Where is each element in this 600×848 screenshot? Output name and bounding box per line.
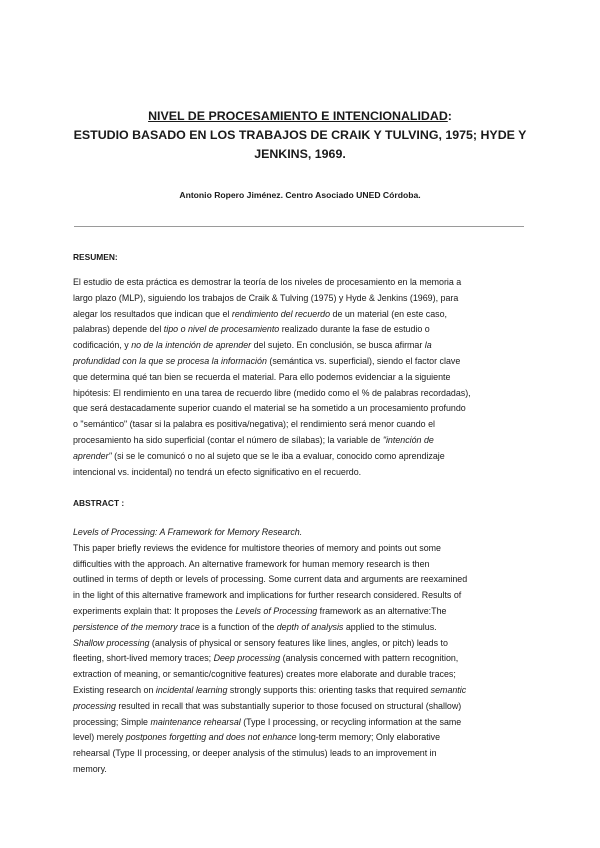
text-run: extraction of meaning, or semantic/cognitive features) creates more elaborate and durable traces; xyxy=(73,669,456,680)
italic-run: tipo o nivel de procesamiento xyxy=(163,324,280,335)
text-run: fleeting, short-lived memory traces; xyxy=(73,653,214,664)
text-run: largo plazo (MLP), siguiendo los trabajos de Craik & Tulving (1975) y Hyde & Jenkins (1969), para xyxy=(73,292,459,303)
text-run: El estudio de esta práctica es demostrar la teoría de los niveles de procesamiento en la memoria a xyxy=(73,277,462,287)
text-run: long-term memory; Only elaborative xyxy=(296,732,441,743)
text-run: (analysis concerned with pattern recognition, xyxy=(280,653,459,664)
text-line xyxy=(73,338,533,354)
italic-run: aprender" xyxy=(73,450,112,461)
text-line xyxy=(73,557,533,573)
text-run: (analysis of physical or sensory features like lines, angles, or pitch) leads to xyxy=(149,637,448,648)
text-line xyxy=(73,683,533,699)
text-line xyxy=(73,588,533,604)
text-line xyxy=(73,746,533,762)
text-run: del sujeto. En conclusión, se busca afirmar xyxy=(251,340,425,351)
text-run: de un material (en este caso, xyxy=(330,308,447,319)
italic-run: Levels of Processing: A Framework for Memory Research. xyxy=(73,527,303,537)
text-run: (si se le comunicó o no al sujeto que se le iba a evaluar, conocido como aprendizaje xyxy=(111,450,445,461)
text-run: o "semántico" (tasar si la palabra es positiva/negativa); el rendimiento será menor cuando el xyxy=(73,419,435,430)
text-run: intencional vs. incidental) no tendrá un efecto significativo en el recuerdo. xyxy=(73,466,362,477)
resumen-body xyxy=(73,275,533,480)
text-run: This paper briefly reviews the evidence for multistore theories of memory and points out some xyxy=(73,542,441,553)
text-line xyxy=(73,465,533,481)
text-line xyxy=(73,715,533,731)
title-line-3: JENKINS, 1969. xyxy=(254,147,346,161)
text-line xyxy=(73,370,533,386)
text-run: que será destacadamente superior cuando el material se ha sometido a un procesamiento profundo xyxy=(73,403,466,414)
text-run: level) merely xyxy=(73,732,126,743)
italic-run: Levels of Processing xyxy=(235,605,318,616)
text-line xyxy=(73,699,533,715)
text-run: outlined in terms of depth or levels of processing. Some current data and arguments are reexamined xyxy=(73,574,468,585)
text-line xyxy=(73,307,533,323)
text-run: resulted in recall that was substantially superior to those focused on structural (shallow) xyxy=(115,700,462,711)
italic-run: "intención de xyxy=(382,434,434,445)
text-line xyxy=(73,572,533,588)
text-run: rehearsal (Type II processing, or deeper analysis of the stimulus) leads to an improvement in xyxy=(73,748,437,759)
italic-run: incidental learning xyxy=(155,684,228,695)
text-run: applied to the stimulus. xyxy=(343,621,437,632)
italic-run: profundidad con la que se procesa la información xyxy=(73,355,267,366)
text-line xyxy=(73,354,533,370)
italic-run: postpones forgetting and does not enhance xyxy=(125,732,297,743)
text-line xyxy=(73,604,533,620)
text-run: strongly supports this: orienting tasks that required xyxy=(227,684,431,695)
italic-run: maintenance rehearsal xyxy=(150,716,241,727)
text-line xyxy=(73,762,533,778)
text-run: (Type I processing, or recycling information at the same xyxy=(240,716,462,727)
text-line xyxy=(73,667,533,683)
text-run: que determina qué tan bien se recuerda el material. Para ello podemos evidenciar a la siguiente xyxy=(73,371,451,382)
text-line xyxy=(73,541,533,557)
text-run: difficulties with the approach. An alternative framework for human memory research is then xyxy=(73,558,430,569)
text-run: procesamiento ha sido superficial (contar el número de sílabas); la variable de xyxy=(73,434,383,445)
title-colon: : xyxy=(447,109,452,123)
text-line xyxy=(73,322,533,338)
resumen-heading: RESUMEN: xyxy=(73,252,118,262)
text-run: hipótesis: El rendimiento en una tarea de recuerdo libre (medido como el % de palabras recordadas), xyxy=(73,387,471,398)
text-run: is a function of the xyxy=(199,621,277,632)
text-line xyxy=(73,636,533,652)
horizontal-divider xyxy=(74,226,524,227)
italic-run: la xyxy=(424,340,432,351)
text-run: framework as an alternative:The xyxy=(317,605,447,616)
abstract-heading: ABSTRACT : xyxy=(73,498,125,508)
text-line xyxy=(73,449,533,465)
text-line xyxy=(73,401,533,417)
text-run: palabras) depende del xyxy=(73,324,164,335)
italic-run: semantic xyxy=(430,684,467,695)
text-line xyxy=(73,433,533,449)
text-run: Existing research on xyxy=(73,684,156,695)
author-affiliation: Antonio Ropero Jiménez. Centro Asociado UNED Córdoba. xyxy=(179,190,421,200)
italic-run: rendimiento del recuerdo xyxy=(231,308,331,319)
text-run: processing; Simple xyxy=(73,716,151,727)
text-run: realizado durante la fase de estudio o xyxy=(279,324,430,335)
text-run: in the light of this alternative framework and implications for further research considered. Results of xyxy=(73,590,462,601)
text-line xyxy=(73,291,533,307)
text-run: codificación, y xyxy=(73,340,132,351)
title-main: NIVEL DE PROCESAMIENTO E INTENCIONALIDAD xyxy=(148,109,448,123)
text-run: (semántica vs. superficial), siendo el factor clave xyxy=(266,355,461,366)
text-line xyxy=(73,386,533,402)
text-run: experiments explain that: It proposes the xyxy=(73,605,236,616)
abstract-body xyxy=(73,525,533,778)
italic-run: no de la intención de aprender xyxy=(131,340,252,351)
text-line xyxy=(73,730,533,746)
italic-run: processing xyxy=(73,700,116,711)
text-line xyxy=(73,525,533,541)
text-line xyxy=(73,651,533,667)
italic-run: Deep processing xyxy=(213,653,281,664)
text-run: alegar los resultados que indican que el xyxy=(73,308,232,319)
text-line xyxy=(73,620,533,636)
text-run: memory. xyxy=(73,763,107,774)
italic-run: depth of analysis xyxy=(276,621,344,632)
italic-run: Shallow processing xyxy=(73,637,150,648)
text-line xyxy=(73,417,533,433)
title-line-2: ESTUDIO BASADO EN LOS TRABAJOS DE CRAIK Y TULVING, 1975; HYDE Y xyxy=(73,128,527,142)
text-line xyxy=(73,275,533,291)
italic-run: persistence of the memory trace xyxy=(73,621,200,632)
title-line-1 xyxy=(60,107,540,125)
